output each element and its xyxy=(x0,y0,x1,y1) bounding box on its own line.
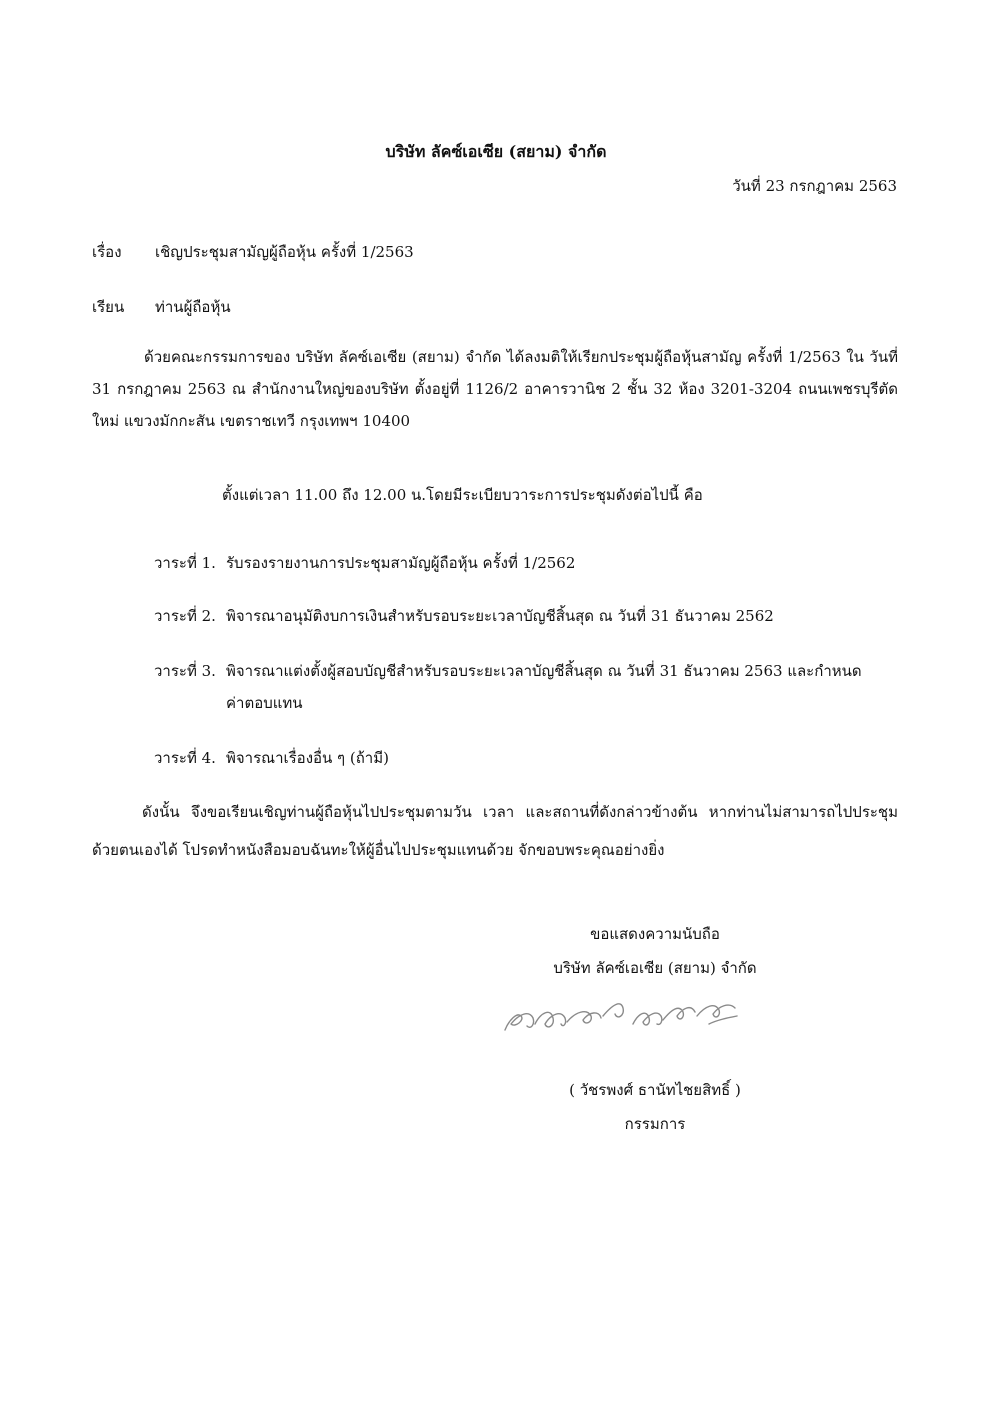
agenda-item-text: พิจารณาแต่งตั้งผู้สอบบัญชีสำหรับรอบระยะเวลาบัญชีสิ้นสุด ณ วันที่ 31 ธันวาคม 2563 และกำหนด xyxy=(226,662,862,680)
recipient-text: ท่านผู้ถือหุ้น xyxy=(155,298,231,316)
handwritten-signature xyxy=(495,990,755,1040)
agenda-item-2 xyxy=(154,604,774,628)
agenda-item-text: รับรองรายงานการประชุมสามัญผู้ถือหุ้น ครั้งที่ 1/2562 xyxy=(226,554,576,572)
regards-line: ขอแสดงความนับถือ xyxy=(590,925,720,943)
signatory-name: ( วัชรพงศ์ ธานัทไชยสิทธิ์ ) xyxy=(569,1081,741,1099)
agenda-item-3-continuation: ค่าตอบแทน xyxy=(226,694,303,712)
agenda-item-text: พิจารณาเรื่องอื่น ๆ (ถ้ามี) xyxy=(226,749,389,767)
closing-paragraph-text: ดังนั้น จึงขอเรียนเชิญท่านผู้ถือหุ้นไปประชุมตามวัน เวลา และสถานที่ดังกล่าวข้างต้น หากท่านไม่สามารถไปประชุมด้วยตนเองได้ โปรดทำหนังสือมอบฉันทะให้ผู้อื่นไปประชุมแทนด้วย จักขอบพระคุณอย่างยิ่ง xyxy=(92,803,898,859)
closing-paragraph xyxy=(92,793,898,869)
meeting-time-line: ตั้งแต่เวลา 11.00 ถึง 12.00 น.โดยมีระเบียบวาระการประชุมดังต่อไปนี้ คือ xyxy=(222,486,703,504)
agenda-item-number: วาระที่ 4. xyxy=(154,749,216,767)
signatory-title: กรรมการ xyxy=(624,1115,686,1133)
agenda-item-1 xyxy=(154,551,575,575)
recipient-label: เรียน xyxy=(92,298,125,316)
signoff-company: บริษัท ลัคซ์เอเซีย (สยาม) จำกัด xyxy=(553,959,757,977)
company-title: บริษัท ลัคซ์เอเซีย (สยาม) จำกัด xyxy=(385,142,607,161)
agenda-item-text: พิจารณาอนุมัติงบการเงินสำหรับรอบระยะเวลาบัญชีสิ้นสุด ณ วันที่ 31 ธันวาคม 2562 xyxy=(226,607,774,625)
intro-paragraph xyxy=(92,341,898,437)
agenda-item-number: วาระที่ 2. xyxy=(154,607,216,625)
agenda-item-3 xyxy=(154,659,862,683)
subject-label: เรื่อง xyxy=(92,243,122,261)
subject-text: เชิญประชุมสามัญผู้ถือหุ้น ครั้งที่ 1/2563 xyxy=(155,243,414,261)
letter-date: วันที่ 23 กรกฎาคม 2563 xyxy=(732,177,897,195)
agenda-item-number: วาระที่ 1. xyxy=(154,554,216,572)
agenda-item-number: วาระที่ 3. xyxy=(154,662,216,680)
agenda-item-4 xyxy=(154,746,389,770)
intro-paragraph-text: ด้วยคณะกรรมการของ บริษัท ลัคซ์เอเซีย (สยาม) จำกัด ได้ลงมติให้เรียกประชุมผู้ถือหุ้นสามัญ ครั้งที่ 1/2563 ใน วันที่ 31 กรกฎาคม 2563 ณ สำนักงานใหญ่ของบริษัท ตั้งอยู่ที่ 1126/2 อาคารวานิช 2 ชั้น 32 ห้อง 3201-3204 ถนนเพชรบุรีตัดใหม่ แขวงมักกะสัน เขตราชเทวี กรุงเทพฯ 10400 xyxy=(92,348,898,430)
